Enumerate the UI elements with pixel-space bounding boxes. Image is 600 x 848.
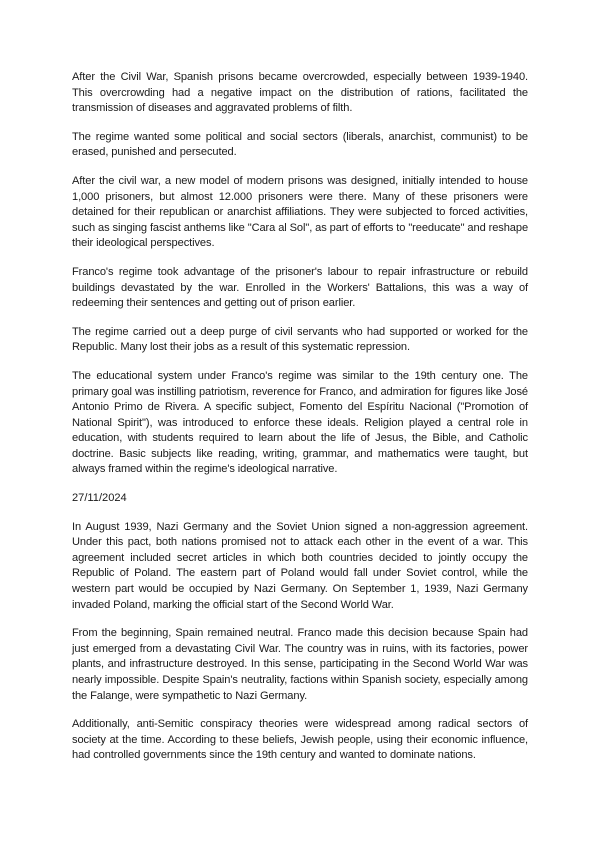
paragraph-modern-prisons: After the civil war, a new model of modern prisons was designed, initially intended to house 1,000 prisoners, but almost 12.000 prisoners were there. Many of these prisoners were detained for their republican or anarchist affiliations. They were subjected to forced activities, such as singing fascist anthems like "Cara al Sol", as part of efforts to "reeducate" and reshape their ideological perspectives. — [72, 174, 529, 250]
entry-date: 27/11/2024 — [72, 492, 127, 505]
document-page — [72, 70, 528, 777]
paragraph-prisoner-labour: Franco's regime took advantage of the prisoner's labour to repair infrastructure or rebuild buildings devastated by the war. Enrolled in the Workers' Battalions, this was a way of redeeming their sentences and getting out of prison earlier. — [72, 265, 528, 310]
paragraph-educational-system: The educational system under Franco's regime was similar to the 19th century one. The primary goal was instilling patriotism, reverence for Franco, and admiration for figures like José Antonio Primo de Rivera. A specific subject, Fomento del Espíritu Nacional ("Promotion of National Spirit"), was introduced to enforce these ideals. Religion played a central role in education, with students required to learn about the life of Jesus, the Bible, and Catholic doctrine. Basic subjects like reading, writing, grammar, and mathematics were taught, but always framed within the regime's ideological narrative. — [72, 369, 528, 476]
paragraph-prison-overcrowding: After the Civil War, Spanish prisons became overcrowded, especially between 1939-1940. This overcrowding had a negative impact on the distribution of rations, facilitated the transmission of diseases and aggravated problems of filth. — [72, 71, 528, 115]
paragraph-spain-neutrality: From the beginning, Spain remained neutral. Franco made this decision because Spain had just emerged from a devastating Civil War. The country was in ruins, with its factories, power plants, and infrastructure destroyed. In this sense, participating in the Second World War was nearly impossible. Despite Spain's neutrality, factions within Spanish society, especially among the Falange, were sympathetic to Nazi Germany. — [72, 627, 528, 702]
paragraph-civil-servant-purge: The regime carried out a deep purge of civil servants who had supported or worked for the Republic. Many lost their jobs as a result of this systematic repression. — [72, 325, 528, 354]
paragraph-regime-persecution: The regime wanted some political and social sectors (liberals, anarchist, communist) to be erased, punished and persecuted. — [72, 130, 528, 159]
paragraph-nazi-soviet-pact: In August 1939, Nazi Germany and the Soviet Union signed a non-aggression agreement. Under this pact, both nations promised not to attack each other in the event of a war. This agreement included secret articles in which both countries decided to jointly occupy the Republic of Poland. The eastern part of Poland would fall under Soviet control, while the western part would be occupied by Nazi Germany. On September 1, 1939, Nazi Germany invaded Poland, marking the official start of the Second World War. — [72, 520, 528, 611]
paragraph-conspiracy-theories: Additionally, anti-Semitic conspiracy theories were widespread among radical sectors of society at the time. According to these beliefs, Jewish people, using their economic influence, had controlled governments since the 19th century and wanted to dominate nations. — [72, 718, 528, 762]
